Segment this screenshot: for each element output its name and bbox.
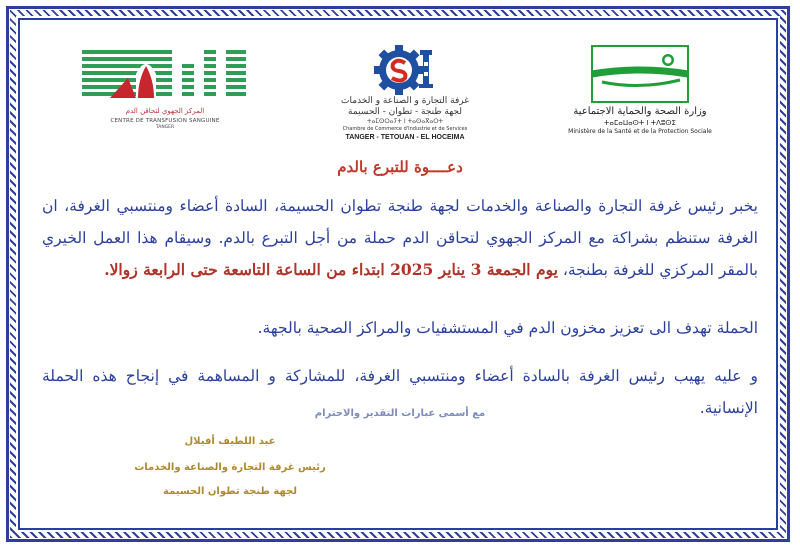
cts-emblem-icon bbox=[76, 44, 252, 106]
chamber-name-ar-2: لجهة طنجة - تطوان - الحسيمة bbox=[348, 107, 462, 117]
signature-role: رئيس غرفة التجارة والصناعة والخدمات bbox=[134, 462, 326, 473]
chamber-gear-icon bbox=[365, 44, 445, 96]
ministry-name-ar: وزارة الصحة والحماية الاجتماعية bbox=[573, 106, 707, 117]
signature-region: لجهة طنجة تطوان الحسيمة bbox=[163, 486, 297, 497]
chamber-name-tifinagh: ⵜⴰⵎⵙⵔⴰⵢⵜ ⵏ ⵜⴰⵙⴰⴳⴰⵔⵜ bbox=[366, 118, 444, 125]
paragraph-call: و عليه يهيب رئيس الغرفة بالسادة أعضاء ومنتسبي الغرفة، للمشاركة و المساهمة في إنجاح هذه الحملة الإنسانية. bbox=[42, 367, 758, 417]
chamber-name-ar-1: غرفة التجارة و الصناعة و الخدمات bbox=[341, 96, 469, 106]
chamber-name-fr: Chambre de Commerce d'Industrie et de Services bbox=[342, 126, 468, 132]
ministry-name-fr: Ministère de la Santé et de la Protection Sociale bbox=[568, 128, 712, 135]
chamber-cities: TANGER - TETOUAN - EL HOCEIMA bbox=[345, 134, 465, 141]
paragraph-announcement-text: يخبر رئيس غرفة التجارة والصناعة والخدمات لجهة طنجة تطوان الحسيمة، السادة أعضاء ومنتسبي الغرفة، ان الغرفة ستنظم بشراكة مع المركز الجهوي لتحاقن الدم حملة من أجل التبرع بالدم. وسيقام هذا العمل الخيري بالمقر المركزي للغرفة بطنجة، bbox=[42, 197, 758, 279]
ministry-emblem-icon bbox=[540, 44, 740, 104]
event-date-highlight: يوم الجمعة 3 يناير 2025 ابتداء من الساعة التاسعة حتى الرابعة زوالا. bbox=[104, 260, 558, 279]
signature-name: عبد اللطيف أفيلال bbox=[184, 436, 276, 447]
cts-city: TANGER bbox=[155, 125, 175, 130]
regards-line: مع أسمى عبارات التقدير والاحترام bbox=[314, 408, 486, 419]
invitation-title: دعــــوة للتبرع بالدم bbox=[337, 158, 463, 176]
cts-name-fr: CENTRE DE TRANSFUSION SANGUINE bbox=[110, 118, 220, 124]
ministry-name-tifinagh: ⵜⴰⵎⴰⵡⴰⵙⵜ ⵏ ⵜⴷⵓⵙⵉ bbox=[604, 119, 676, 127]
paragraph-goal: الحملة تهدف الى تعزيز مخزون الدم في المستشفيات والمراكز الصحية بالجهة. bbox=[257, 319, 758, 337]
cts-name-ar: المركز الجهوي لتحاقن الدم bbox=[125, 107, 205, 115]
paragraph-announcement bbox=[42, 190, 758, 286]
ministry-logo bbox=[540, 44, 740, 144]
chamber-logo bbox=[310, 44, 500, 144]
cts-logo bbox=[76, 44, 252, 132]
